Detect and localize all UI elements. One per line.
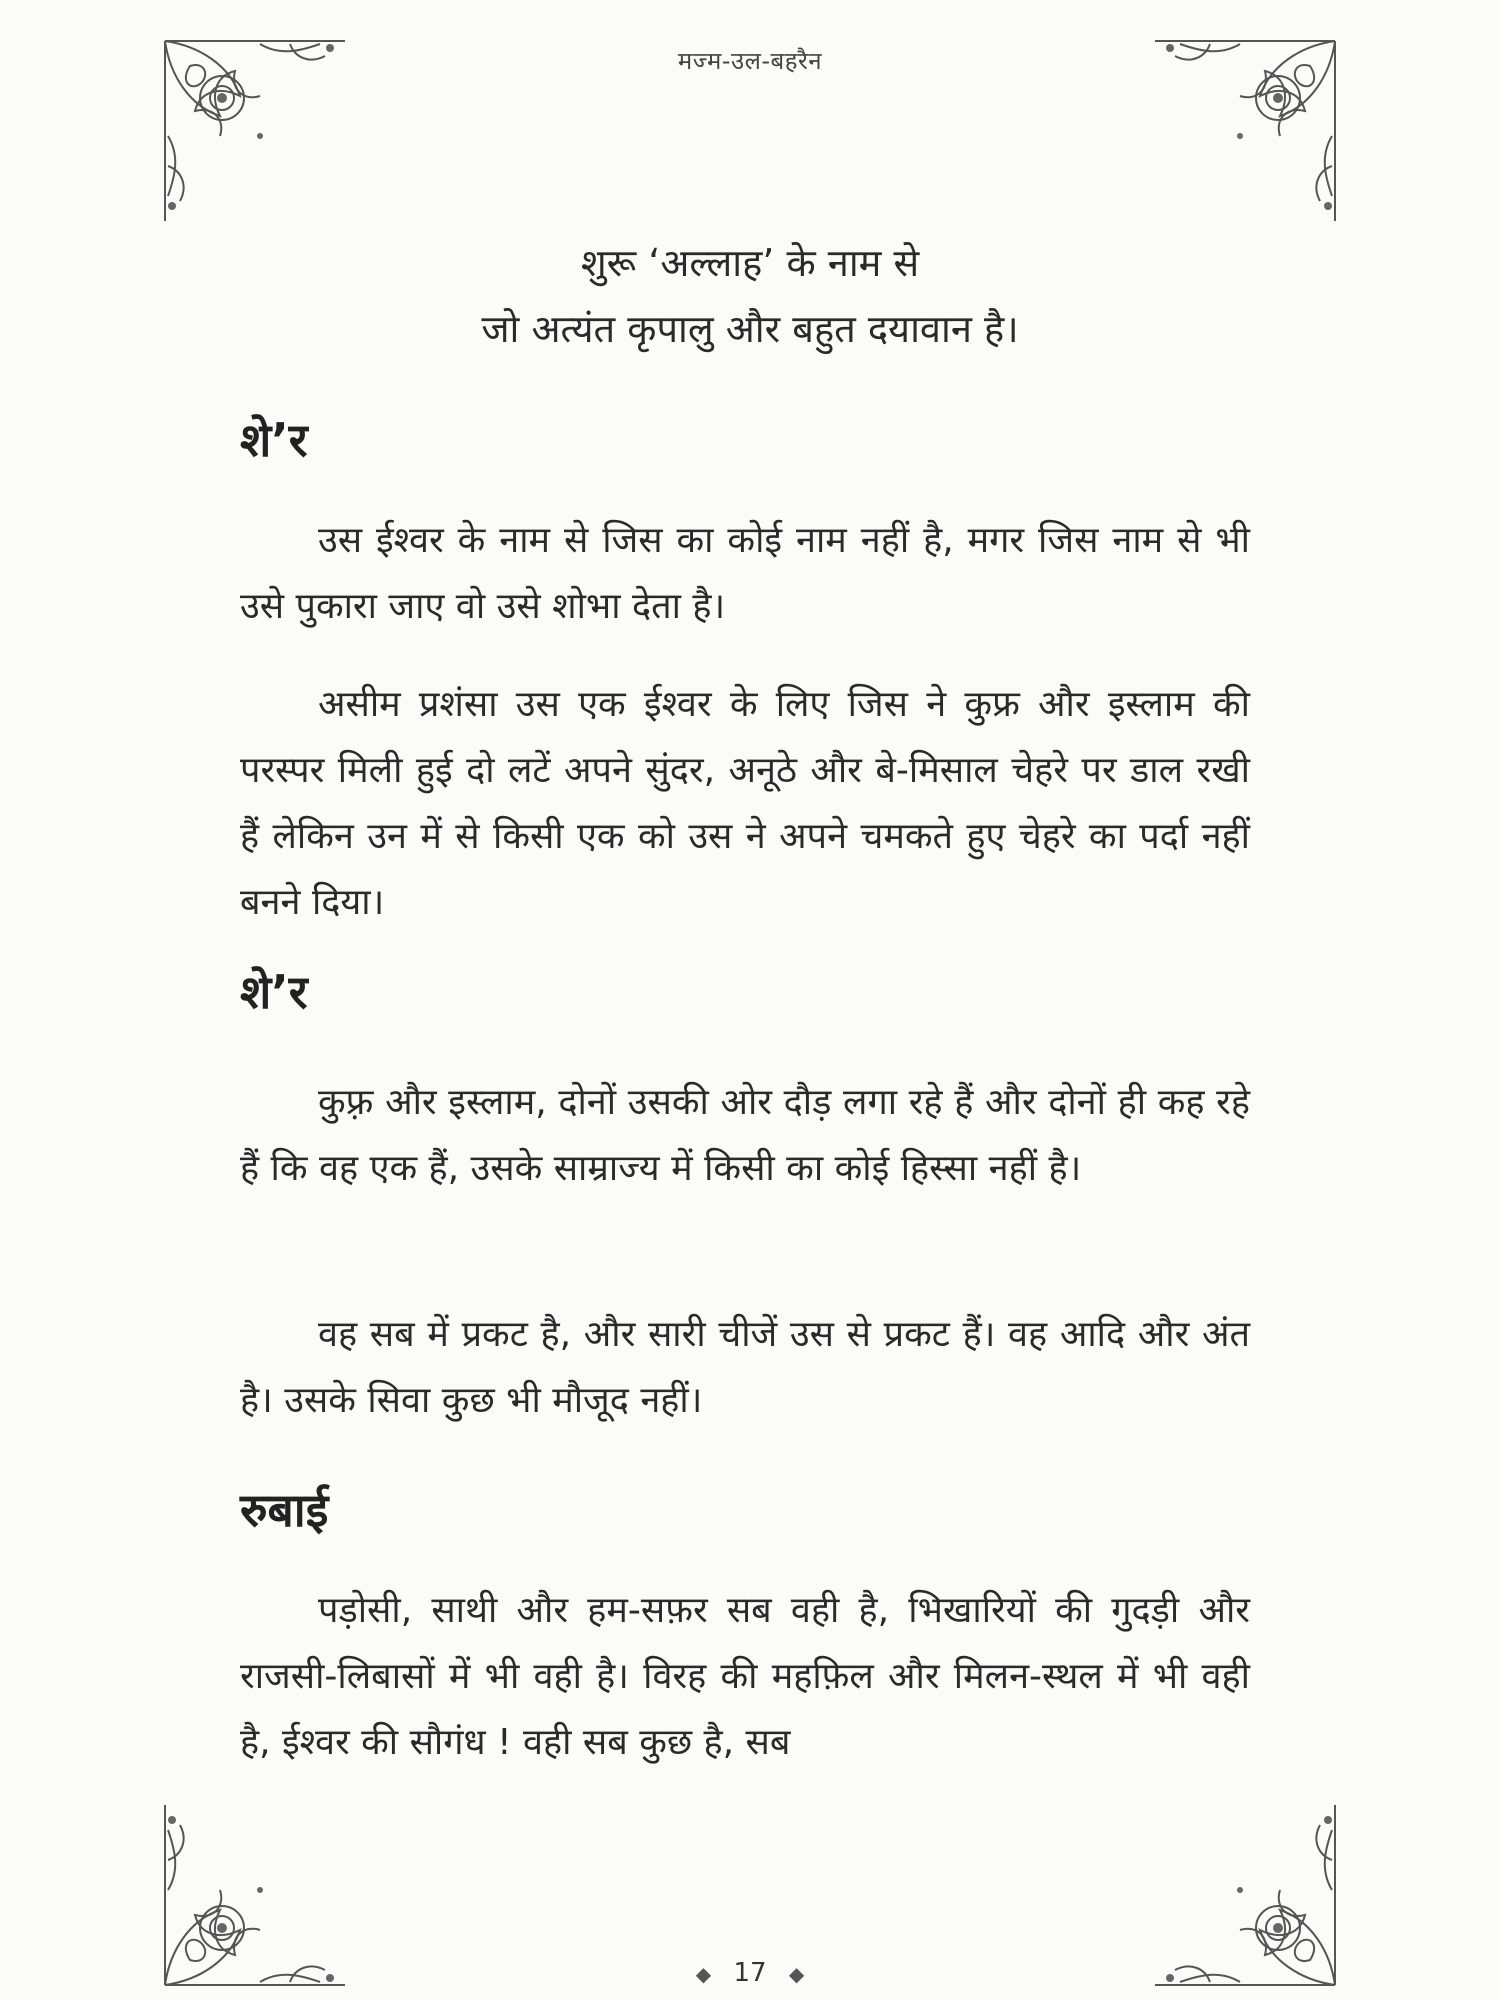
page-footer bbox=[0, 1958, 1500, 1988]
invocation-line-2: जो अत्यंत कृपालु और बहुत दयावान है। bbox=[481, 307, 1019, 351]
paragraph-5: पड़ोसी, साथी और हम-सफ़र सब वही है, भिखारियों की गुदड़ी और राजसी-लिबासों में भी वही है। विरह की महफ़िल और मिलन-स्थल में भी वही है, ईश्वर की सौगंध ! वही सब कुछ है, सब bbox=[240, 1590, 1250, 1763]
paragraph-4: वह सब में प्रकट है, और सारी चीजें उस से प्रकट हैं। वह आदि और अंत है। उसके सिवा कुछ भी मौजूद नहीं। bbox=[240, 1314, 1250, 1421]
section-heading-rubai: रुबाई bbox=[240, 1483, 329, 1537]
page-number: 17 bbox=[733, 1958, 767, 1988]
invocation-line-1: शुरू ‘अल्लाह’ के नाम से bbox=[580, 241, 920, 285]
footer-diamond-right-icon: ◆ bbox=[788, 1962, 805, 1986]
section-heading-sher-1: शे’र bbox=[240, 413, 308, 467]
running-head: मज्म-उल-बहरैन bbox=[677, 47, 823, 75]
section-heading-sher-2: शे’र bbox=[240, 965, 308, 1019]
paragraph-1: उस ईश्वर के नाम से जिस का कोई नाम नहीं है, मगर जिस नाम से भी उसे पुकारा जाए वो उसे शोभा देता है। bbox=[240, 520, 1250, 627]
footer-diamond-left-icon: ◆ bbox=[695, 1962, 712, 1986]
paragraph-3: कुफ़्र और इस्लाम, दोनों उसकी ओर दौड़ लगा रहे हैं और दोनों ही कह रहे हैं कि वह एक हैं, उसके साम्राज्य में किसी का कोई हिस्सा नहीं है। bbox=[240, 1082, 1250, 1189]
paragraph-2: असीम प्रशंसा उस एक ईश्वर के लिए जिस ने कुफ्र और इस्लाम की परस्पर मिली हुई दो लटें अपने सुंदर, अनूठे और बे-मिसाल चेहरे पर डाल रखी हैं लेकिन उन में से किसी एक को उस ने अपने चमकते हुए चेहरे का पर्दा नहीं बनने दिया। bbox=[240, 684, 1250, 923]
invocation bbox=[0, 230, 1500, 362]
